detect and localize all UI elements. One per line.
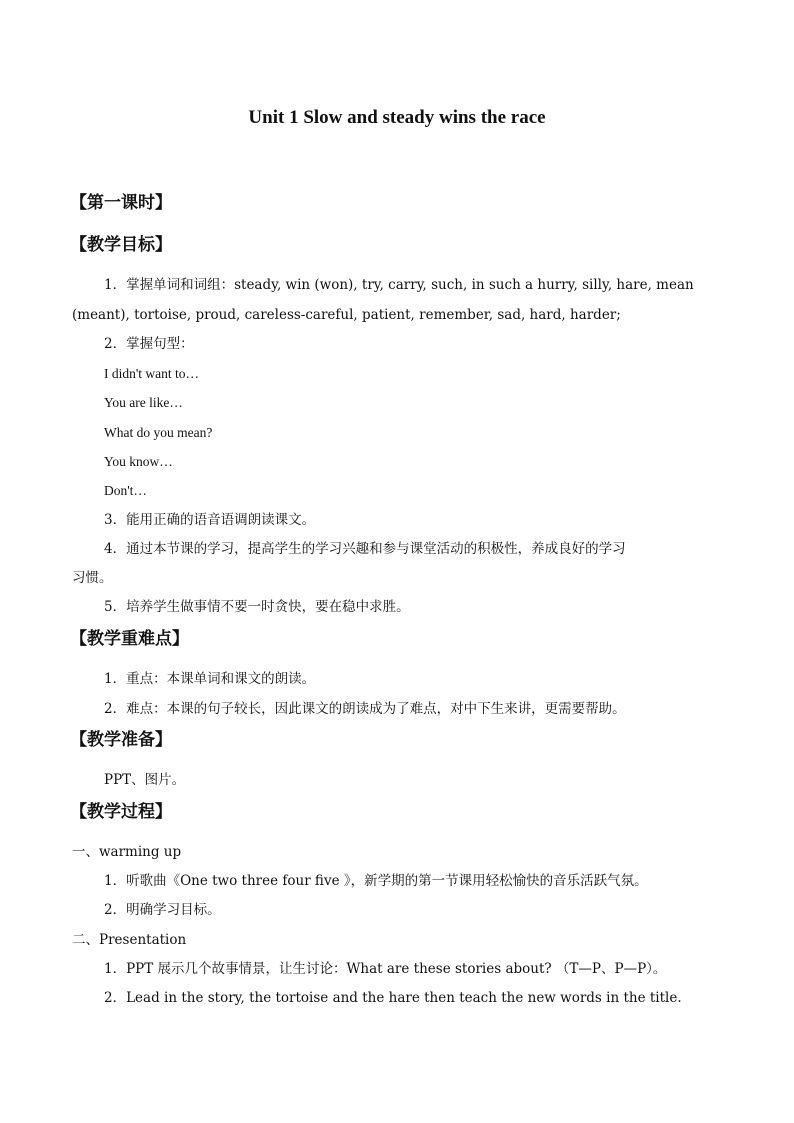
document-title: Unit 1 Slow and steady wins the race xyxy=(248,107,546,128)
process-section-1-item-2: 2．明确学习目标。 xyxy=(104,902,221,918)
key-point-2: 2．难点：本课的句子较长，因此课文的朗读成为了难点，对中下生来讲，更需要帮助。 xyxy=(104,701,626,717)
objectives-heading: 【教学目标】 xyxy=(70,235,172,255)
process-section-2-item-1: 1．PPT 展示几个故事情景，让生讨论：What are these stories about? （T—P、P—P）。 xyxy=(104,961,667,977)
process-heading: 【教学过程】 xyxy=(70,802,172,822)
process-section-1-item-1: 1．听歌曲《One two three four five 》，新学期的第一节课用轻松愉快的音乐活跃气氛。 xyxy=(104,873,648,889)
key-point-1: 1．重点：本课单词和课文的朗读。 xyxy=(104,671,316,687)
sentence-pattern: You know… xyxy=(104,454,173,469)
preparation-heading: 【教学准备】 xyxy=(70,730,172,750)
objective-5: 5．培养学生做事情不要一时贪快，要在稳中求胜。 xyxy=(104,599,410,615)
lesson-label: 【第一课时】 xyxy=(70,193,172,213)
objective-3: 3．能用正确的语音语调朗读课文。 xyxy=(104,512,316,528)
sentence-pattern: You are like… xyxy=(104,395,183,410)
sentence-pattern: Don't… xyxy=(104,483,147,498)
objective-2: 2．掌握句型： xyxy=(104,336,194,352)
preparation-text: PPT、图片。 xyxy=(104,772,186,788)
process-section-2-item-2: 2．Lead in the story, the tortoise and the hare then teach the new words in the title. xyxy=(104,990,682,1006)
sentence-pattern: I didn't want to… xyxy=(104,366,200,381)
process-section-2: 二、Presentation xyxy=(72,932,187,948)
objective-4-line1: 4．通过本节课的学习，提高学生的学习兴趣和参与课堂活动的积极性，养成良好的学习 xyxy=(104,541,626,557)
objective-1-line1: 1．掌握单词和词组：steady, win (won), try, carry, such, in such a hurry, silly, hare, mean xyxy=(104,277,694,293)
key-points-heading: 【教学重难点】 xyxy=(70,629,189,649)
objective-4-line2: 习惯。 xyxy=(72,570,113,586)
process-section-1: 一、warming up xyxy=(72,844,182,860)
sentence-pattern: What do you mean? xyxy=(104,425,213,440)
objective-1-line2: (meant), tortoise, proud, careless-careful, patient, remember, sad, hard, harder; xyxy=(72,307,621,323)
